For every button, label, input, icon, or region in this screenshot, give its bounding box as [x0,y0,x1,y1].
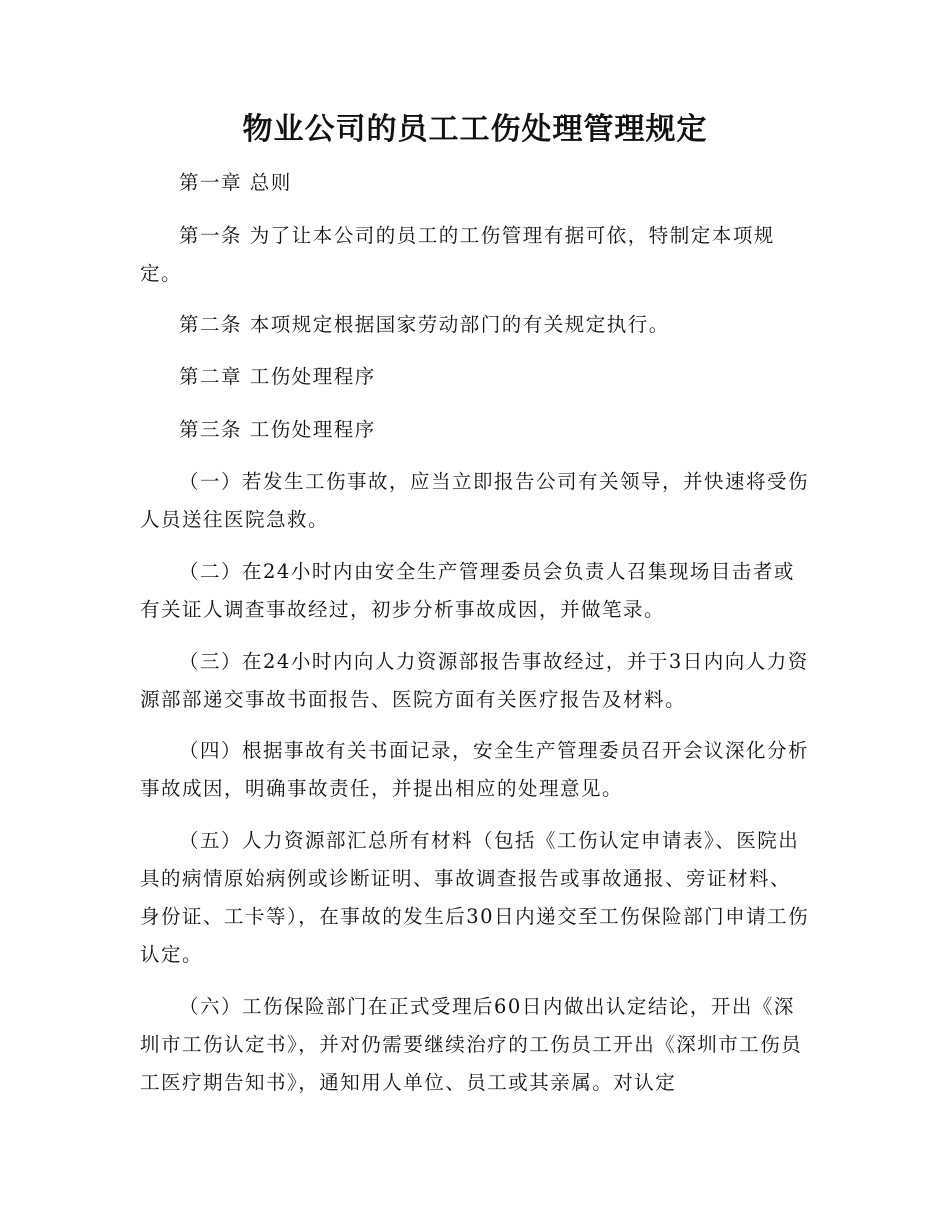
document-title: 物业公司的员工工伤处理管理规定 [242,112,708,147]
chapter-1-heading: 第一章 总则 [179,171,292,194]
procedure-item-2: （二）在24小时内由安全生产管理委员会负责人召集现场目击者或有关证人调查事故经过，初步分析事故成因，并做笔录。 [140,560,795,621]
procedure-item-1: （一）若发生工伤事故，应当立即报告公司有关领导，并快速将受伤人员送往医院急救。 [140,470,810,531]
article-3: 第三条 工伤处理程序 [179,418,376,441]
article-1: 第一条 为了让本公司的员工的工伤管理有据可依，特制定本项规定。 [140,224,775,285]
procedure-item-3: （三）在24小时内向人力资源部报告事故经过，并于3日内向人力资源部部递交事故书面报告、医院方面有关医疗报告及材料。 [140,650,809,711]
chapter-2-heading: 第二章 工伤处理程序 [179,365,376,388]
article-2: 第二条 本项规定根据国家劳动部门的有关规定执行。 [179,313,670,336]
procedure-item-6: （六）工伤保险部门在正式受理后60日内做出认定结论，开出《深圳市工伤认定书》，并对仍需要继续治疗的工伤员工开出《深圳市工伤员工医疗期告知书》，通知用人单位、员工或其亲属。对认定 [140,995,803,1094]
procedure-item-4: （四）根据事故有关书面记录，安全生产管理委员召开会议深化分析事故成因，明确事故责任，并提出相应的处理意见。 [140,739,810,800]
procedure-item-5: （五）人力资源部汇总所有材料（包括《工伤认定申请表》、医院出具的病情原始病例或诊断证明、事故调查报告或事故通报、旁证材料、身份证、工卡等），在事故的发生后30日内递交至工伤保险部门申请工伤认定。 [140,829,810,966]
